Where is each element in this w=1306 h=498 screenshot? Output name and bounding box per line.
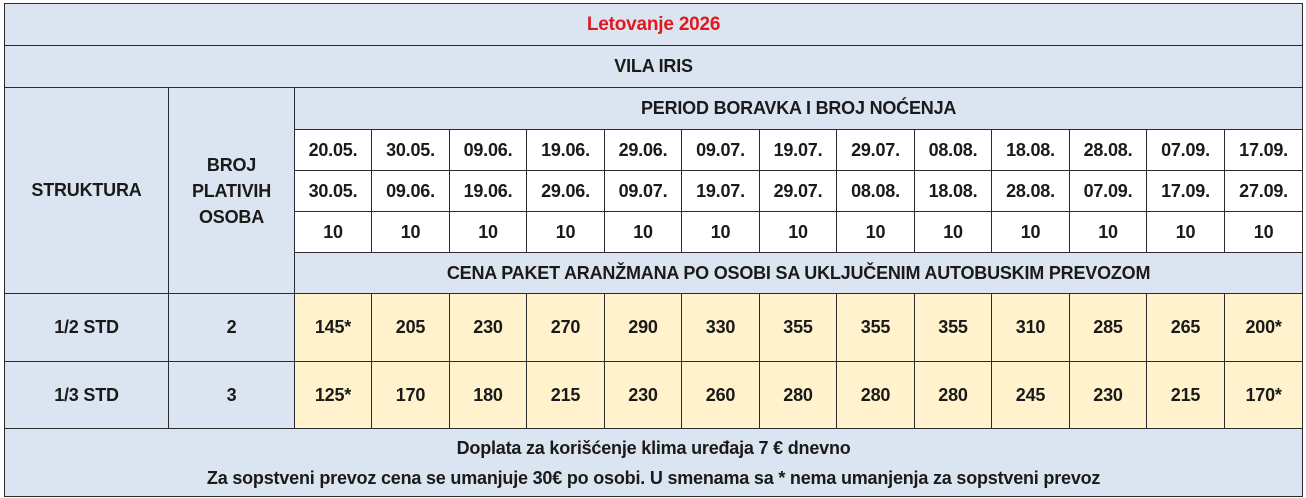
nights-cell: 10 xyxy=(915,212,992,253)
period-start-cell: 29.07. xyxy=(837,130,915,171)
period-start-cell: 09.07. xyxy=(682,130,760,171)
price-cell: 355 xyxy=(915,294,992,362)
price-cell: 205 xyxy=(372,294,450,362)
paying-persons-header xyxy=(169,88,295,294)
period-start-cell: 18.08. xyxy=(992,130,1070,171)
period-start-cell: 19.06. xyxy=(527,130,605,171)
price-cell: 355 xyxy=(837,294,915,362)
price-cell: 145* xyxy=(295,294,372,362)
nights-cell: 10 xyxy=(1147,212,1225,253)
nights-cell: 10 xyxy=(450,212,527,253)
period-start-cell: 20.05. xyxy=(295,130,372,171)
price-cell: 230 xyxy=(1070,362,1147,429)
structure-cell: 1/3 STD xyxy=(5,362,169,429)
paying-persons-line: OSOBA xyxy=(198,206,264,227)
period-header: PERIOD BORAVKA I BROJ NOĆENJA xyxy=(295,88,1303,130)
price-cell: 355 xyxy=(760,294,837,362)
footer-line-ac: Doplata za korišćenje klima uređaja 7 € dnevno xyxy=(456,437,851,458)
period-start-cell: 17.09. xyxy=(1225,130,1303,171)
period-end-cell: 09.06. xyxy=(372,171,450,212)
price-row xyxy=(5,362,1303,429)
period-end-cell: 07.09. xyxy=(1070,171,1147,212)
period-end-cell: 19.06. xyxy=(450,171,527,212)
period-end-cell: 28.08. xyxy=(992,171,1070,212)
price-caption: CENA PAKET ARANŽMANA PO OSOBI SA UKLJUČENIM AUTOBUSKIM PREVOZOM xyxy=(295,253,1303,294)
period-start-cell: 08.08. xyxy=(915,130,992,171)
price-table xyxy=(4,3,1303,497)
price-cell: 215 xyxy=(1147,362,1225,429)
price-cell: 230 xyxy=(605,362,682,429)
nights-cell: 10 xyxy=(760,212,837,253)
price-cell: 290 xyxy=(605,294,682,362)
price-cell: 280 xyxy=(760,362,837,429)
price-cell: 245 xyxy=(992,362,1070,429)
period-end-cell: 29.07. xyxy=(760,171,837,212)
nights-cell: 10 xyxy=(992,212,1070,253)
paying-persons-line: BROJ xyxy=(206,154,257,175)
price-cell: 170* xyxy=(1225,362,1303,429)
period-end-cell: 08.08. xyxy=(837,171,915,212)
period-start-cell: 30.05. xyxy=(372,130,450,171)
period-end-cell: 30.05. xyxy=(295,171,372,212)
price-cell: 260 xyxy=(682,362,760,429)
price-cell: 265 xyxy=(1147,294,1225,362)
table-title: Letovanje 2026 xyxy=(5,4,1303,46)
nights-cell: 10 xyxy=(1225,212,1303,253)
price-cell: 330 xyxy=(682,294,760,362)
price-cell: 125* xyxy=(295,362,372,429)
period-end-cell: 29.06. xyxy=(527,171,605,212)
villa-name: VILA IRIS xyxy=(5,46,1303,88)
price-cell: 170 xyxy=(372,362,450,429)
price-cell: 215 xyxy=(527,362,605,429)
period-start-cell: 28.08. xyxy=(1070,130,1147,171)
price-cell: 310 xyxy=(992,294,1070,362)
price-cell: 280 xyxy=(837,362,915,429)
structure-cell: 1/2 STD xyxy=(5,294,169,362)
paying-persons-line: PLATIVIH xyxy=(191,180,272,201)
nights-cell: 10 xyxy=(1070,212,1147,253)
price-row xyxy=(5,294,1303,362)
nights-cell: 10 xyxy=(837,212,915,253)
nights-cell: 10 xyxy=(605,212,682,253)
price-cell: 230 xyxy=(450,294,527,362)
period-end-cell: 27.09. xyxy=(1225,171,1303,212)
period-start-cell: 07.09. xyxy=(1147,130,1225,171)
nights-cell: 10 xyxy=(682,212,760,253)
nights-cell: 10 xyxy=(295,212,372,253)
period-start-cell: 09.06. xyxy=(450,130,527,171)
price-cell: 200* xyxy=(1225,294,1303,362)
footer-line-transport: Za sopstveni prevoz cena se umanjuje 30€ po osobi. U smenama sa * nema umanjenja za sopstveni prevoz xyxy=(206,467,1101,488)
period-start-cell: 29.06. xyxy=(605,130,682,171)
price-cell: 180 xyxy=(450,362,527,429)
structure-header: STRUKTURA xyxy=(5,88,169,294)
price-cell: 270 xyxy=(527,294,605,362)
footer-notes xyxy=(5,429,1303,497)
price-cell: 280 xyxy=(915,362,992,429)
nights-cell: 10 xyxy=(372,212,450,253)
persons-cell: 3 xyxy=(169,362,295,429)
period-start-cell: 19.07. xyxy=(760,130,837,171)
period-end-cell: 19.07. xyxy=(682,171,760,212)
period-end-cell: 17.09. xyxy=(1147,171,1225,212)
period-end-cell: 09.07. xyxy=(605,171,682,212)
price-cell: 285 xyxy=(1070,294,1147,362)
period-end-cell: 18.08. xyxy=(915,171,992,212)
nights-cell: 10 xyxy=(527,212,605,253)
persons-cell: 2 xyxy=(169,294,295,362)
